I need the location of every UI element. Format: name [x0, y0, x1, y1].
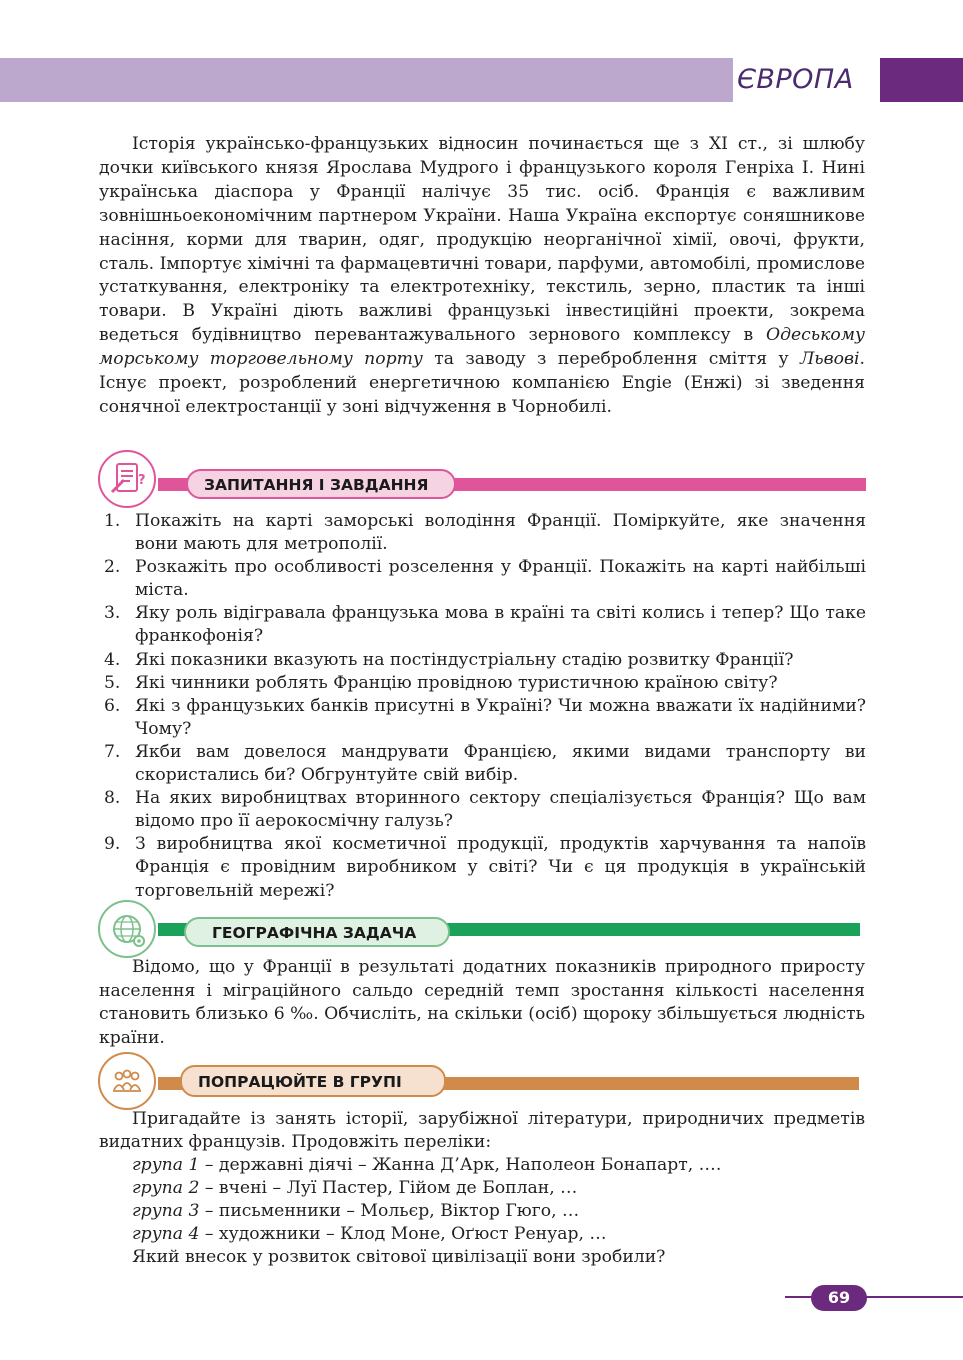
section-title-pill: ПОПРАЦЮЙТЕ В ГРУПІ	[180, 1065, 446, 1097]
svg-text:?: ?	[138, 473, 146, 488]
list-item: 3. Яку роль відігравала французька мова в країні та світі колись і тепер? Що таке франкофонія?	[104, 603, 866, 647]
group-line-3: група 3 – письменники – Мольєр, Віктор Гюго, …	[132, 1201, 580, 1221]
section-title-pill: ГЕОГРАФІЧНА ЗАДАЧА	[184, 917, 450, 947]
italic-place-1: Одеському морському торговельному порту	[99, 325, 865, 370]
questions-list	[104, 510, 866, 903]
group-line-1: група 1 – державні діячі – Жанна Д’Арк, Наполеон Бонапарт, ….	[132, 1155, 722, 1175]
group-question: Який внесок у розвиток світової цивілізації вони зробили?	[132, 1247, 666, 1267]
group-intro-text: Пригадайте із занять історії, зарубіжної літератури, природничих предметів видатних французів. Продовжіть переліки:	[99, 1109, 865, 1153]
group-line-2: група 2 – вчені – Луї Пастер, Гійом де Боплан, …	[132, 1178, 578, 1198]
geo-section-header	[98, 900, 860, 960]
section-title-pill: ЗАПИТАННЯ І ЗАВДАННЯ	[186, 469, 456, 499]
intro-paragraph: Історія українсько-французьких відносин починається ще з XI ст., зі шлюбу дочки київського князя Ярослава Мудрого і французького короля Генріха I. Нині українська діаспора у Франції налічує 35 тис. осіб. Франція є важливим зовнішньоекономічним партнером України. Наша Україна експортує соняшникове насіння, корми для тварин, одяг, продукцію неорганічної хімії, овочі, фрукти, сталь. Імпортує хімічні та фармацевтичні товари, парфуми, автомобілі, промислове устаткування, електроніку та електротехніку, текстиль, зерно, пластик та інші товари. В Україні діють важливі французькі інвестиційні проекти, зокрема ведеться будівництво перевантажувального зернового комплексу в Одеському морському торговельному порту та заводу з переброблення сміття у Львові. Існує проект, розроблений енергетичною компанією Engie (Енжі) зі зведення сонячної електростанції у зоні відчуження в Чорнобилі.	[99, 134, 865, 417]
list-item: 6. Які з французьких банків присутні в Україні? Чи можна вважати їх надійними? Чому?	[104, 695, 866, 739]
group-people-icon	[98, 1052, 156, 1110]
italic-place-2: Львові	[799, 349, 860, 370]
list-item: 2. Розкажіть про особливості розселення у Франції. Покажіть на карті найбільші міста.	[104, 557, 866, 601]
header-band	[0, 58, 733, 102]
list-item: 4. Які показники вказують на постіндустріальну стадію розвитку Франції?	[104, 649, 794, 670]
geo-task-text: Відомо, що у Франції в результаті додатних показників природного приросту населення і міграційного сальдо середній темп зростання кількості населення становить близько 6 ‰. Обчисліть, на скільки (осіб) щороку збільшується людність країни.	[99, 957, 865, 1048]
globe-gear-icon	[98, 900, 156, 958]
header-accent-block	[880, 58, 963, 102]
chapter-title: ЄВРОПА	[737, 64, 854, 95]
list-item: 8. На яких виробництвах вторинного сектору спеціалізується Франція? Що вам відомо про її аерокосмічну галузь?	[104, 788, 866, 832]
list-item: 7. Якби вам довелося мандрувати Францією, якими видами транспорту ви скористались би? Обгрунтуйте свій вибір.	[104, 741, 866, 786]
list-item: 1. Покажіть на карті заморські володіння Франції. Поміркуйте, яке значення вони мають для метрополії.	[104, 511, 866, 555]
list-item: 5. Які чинники роблять Францію провідною туристичною країною світу?	[104, 672, 778, 693]
questions-section-header	[98, 450, 866, 510]
group-line-4: група 4 – художники – Клод Моне, Оґюст Ренуар, …	[132, 1224, 607, 1244]
document-icon	[98, 450, 156, 508]
list-item: 9. З виробництва якої косметичної продукції, продуктів харчування та напоїв Франція є провідним виробником у світі? Чи є ця продукція в українській торговельній мережі?	[104, 834, 866, 901]
page-number: 69	[811, 1285, 867, 1311]
group-section-header	[98, 1052, 859, 1112]
